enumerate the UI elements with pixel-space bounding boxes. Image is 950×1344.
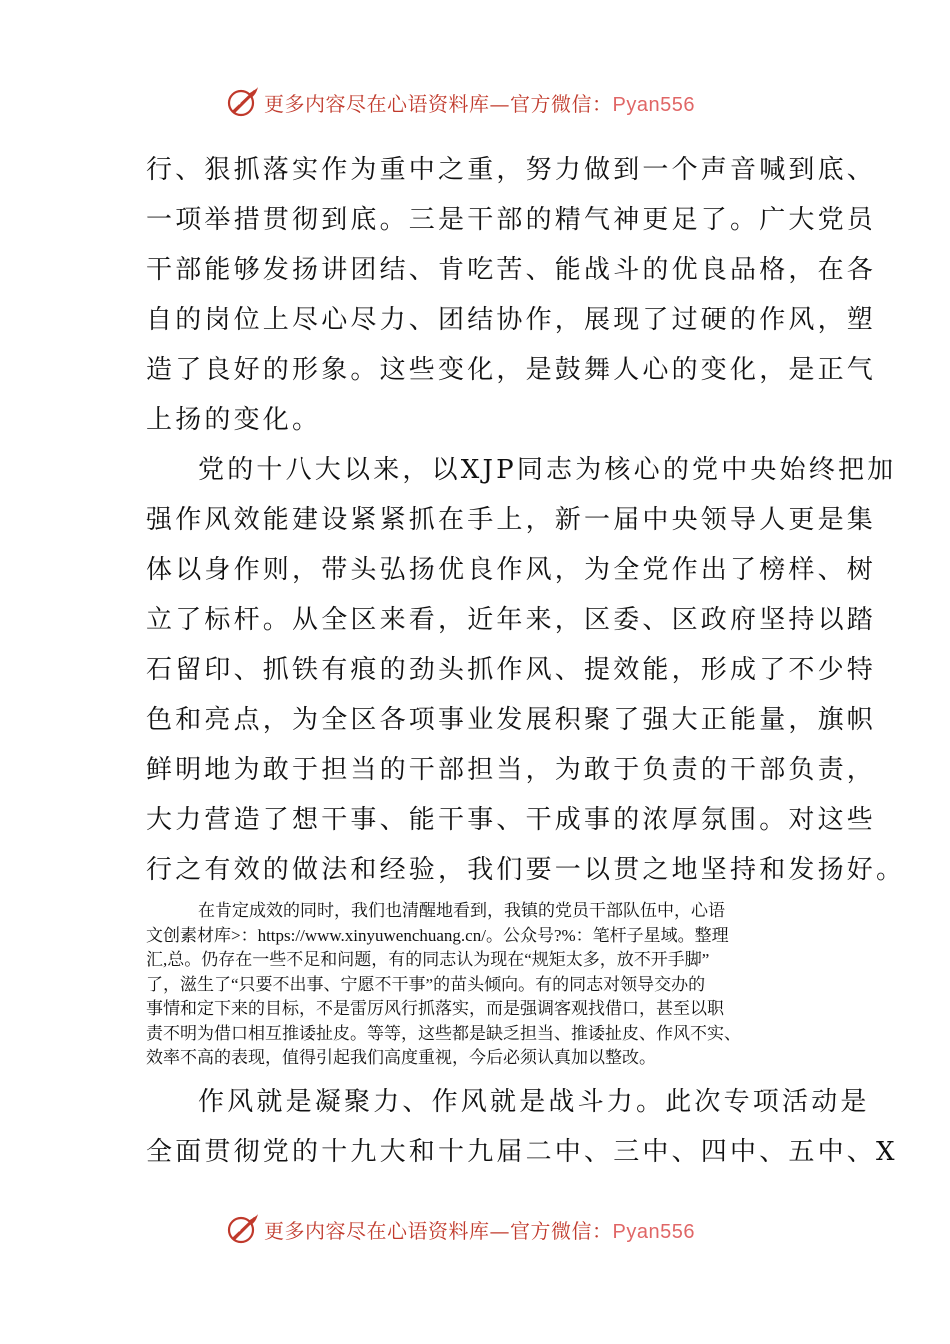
text-line: 了，滋生了“只要不出事、宁愿不干事”的苗头倾向。有的同志对领导交办的 (146, 974, 706, 994)
text-line: 效率不高的表现，值得引起我们高度重视，今后必须认真加以整改。 (146, 1048, 656, 1067)
footer-banner (226, 1209, 726, 1249)
text-line: 上扬的变化。 (146, 405, 322, 435)
text-line: 造了良好的形象。这些变化，是鼓舞人心的变化，是正气 (146, 355, 877, 385)
paragraph-3 (146, 899, 810, 1071)
quill-pen-seal-icon (226, 85, 260, 119)
banner-text: 更多内容尽在心语资料库—官方微信：Pyan556 (264, 1218, 695, 1243)
text-line: 石留印、抓铁有痕的劲头抓作风、提效能，形成了不少特 (146, 655, 877, 685)
text-line: 色和亮点，为全区各项事业发展积聚了强大正能量，旗帜 (146, 705, 877, 735)
text-line: 干部能够发扬讲团结、肯吃苦、能战斗的优良品格，在各 (146, 255, 877, 285)
wechat-id: Pyan556 (612, 93, 695, 116)
text-line: 体以身作则，带头弘扬优良作风，为全党作出了榜样、树 (146, 555, 877, 585)
quill-pen-seal-icon (226, 1212, 260, 1246)
text-line: 大力营造了想干事、能干事、干成事的浓厚氛围。对这些 (146, 805, 877, 835)
text-line: 一项举措贯彻到底。三是干部的精气神更足了。广大党员 (146, 205, 877, 235)
paragraph-2 (146, 445, 906, 895)
paragraph-1 (146, 145, 877, 445)
text-line: 强作风效能建设紧紧抓在手上，新一届中央领导人更是集 (146, 505, 877, 535)
banner-text: 更多内容尽在心语资料库—官方微信：Pyan556 (264, 91, 695, 116)
text-line: 汇,总。仍存在一些不足和问题，有的同志认为现在“规矩太多，放不开手脚” (146, 950, 710, 969)
text-line: 鲜明地为敢于担当的干部担当，为敢于负责的干部负责， (146, 755, 877, 785)
header-banner (226, 82, 726, 122)
text-line: 党的十八大以来，以XJP同志为核心的党中央始终把加 (198, 455, 897, 485)
text-line: 在肯定成效的同时，我们也清醒地看到，我镇的党员干部队伍中，心语 (198, 901, 725, 920)
text-line: 行之有效的做法和经验，我们要一以贯之地坚持和发扬好。 (146, 855, 906, 885)
text-line: 责不明为借口相互推诿扯皮。等等，这些都是缺乏担当、推诿扯皮、作风不实、 (146, 1023, 741, 1043)
wechat-id: Pyan556 (612, 1220, 695, 1243)
text-line: 事情和定下来的目标，不是雷厉风行抓落实，而是强调客观找借口，甚至以职 (146, 999, 724, 1018)
text-line: 作风就是凝聚力、作风就是战斗力。此次专项活动是 (198, 1086, 870, 1117)
text-line: 文创素材库>：https://www.xinyuwenchuang.cn/。公众号?%：笔杆子星域。整理 (146, 925, 729, 945)
text-line: 行、狠抓落实作为重中之重，努力做到一个声音喊到底、 (146, 155, 877, 185)
text-line: 全面贯彻党的十九大和十九届二中、三中、四中、五中、X (146, 1136, 898, 1167)
text-line: 自的岗位上尽心尽力、团结协作，展现了过硬的作风，塑 (146, 305, 877, 335)
document-body (146, 145, 906, 1177)
paragraph-4 (146, 1077, 898, 1177)
text-line: 立了标杆。从全区来看，近年来，区委、区政府坚持以踏 (146, 605, 877, 635)
